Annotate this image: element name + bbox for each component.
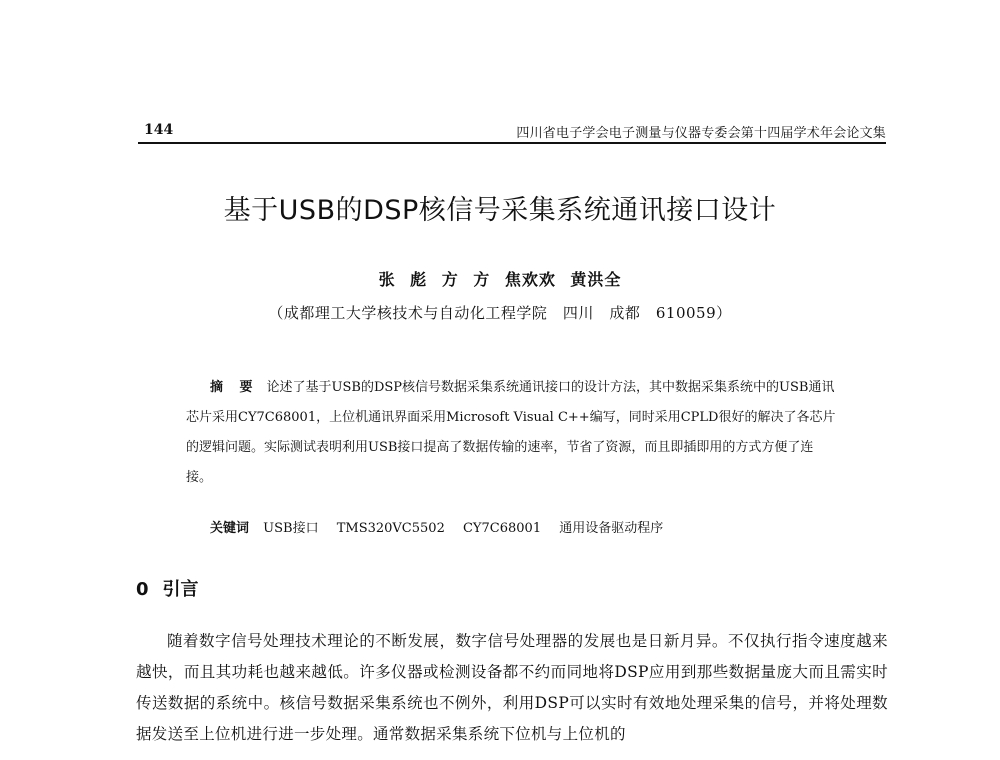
page-number: 144 bbox=[144, 122, 174, 138]
section-heading bbox=[136, 575, 199, 601]
keyword: 通用设备驱动程序 bbox=[559, 521, 664, 536]
author-affiliation: （成都理工大学核技术与自动化工程学院 四川 成都 610059） bbox=[268, 304, 732, 322]
keyword: CY7C68001 bbox=[462, 521, 542, 536]
abstract bbox=[186, 373, 836, 493]
keywords bbox=[210, 517, 850, 536]
keyword: TMS320VC5502 bbox=[336, 521, 445, 536]
body-paragraph: 随着数字信号处理技术理论的不断发展，数字信号处理器的发展也是日新月异。不仅执行指令速度越来越快，而且其功耗也越来越低。许多仪器或检测设备都不约而同地将DSP应用到那些数据量庞大而且需实时传送数据的系统中。核信号数据采集系统也不例外，利用DSP可以实时有效地处理采集的信号，并将处理数据发送至上位机进行进一步处理。通常数据采集系统下位机与上位机的 bbox=[136, 632, 888, 743]
keyword: USB接口 bbox=[263, 521, 319, 536]
abstract-label: 摘 要 bbox=[210, 380, 259, 395]
paper-title: 基于USB的DSP核信号采集系统通讯接口设计 bbox=[223, 195, 777, 226]
header-rule bbox=[138, 142, 886, 144]
abstract-paragraph bbox=[186, 373, 836, 493]
abstract-text: 论述了基于USB的DSP核信号数据采集系统通讯接口的设计方法，其中数据采集系统中的USB通讯芯片采用CY7C68001，上位机通讯界面采用Microsoft Visual C++编写，同时采用CPLD很好的解决了各芯片的逻辑问题。实际测试表明利用USB接口提高了数据传输的速率，节省了资源，而且即插即用的方式方便了连接。 bbox=[186, 380, 836, 485]
section-number: 0 bbox=[136, 579, 149, 600]
author-list: 张 彪 方 方 焦欢欢 黄洪全 bbox=[378, 270, 622, 289]
body-text bbox=[136, 626, 888, 750]
section-title: 引言 bbox=[162, 579, 199, 600]
journal-title: 四川省电子学会电子测量与仪器专委会第十四届学术年会论文集 bbox=[516, 126, 886, 141]
keywords-label: 关键词 bbox=[210, 521, 250, 536]
running-header bbox=[138, 122, 886, 144]
